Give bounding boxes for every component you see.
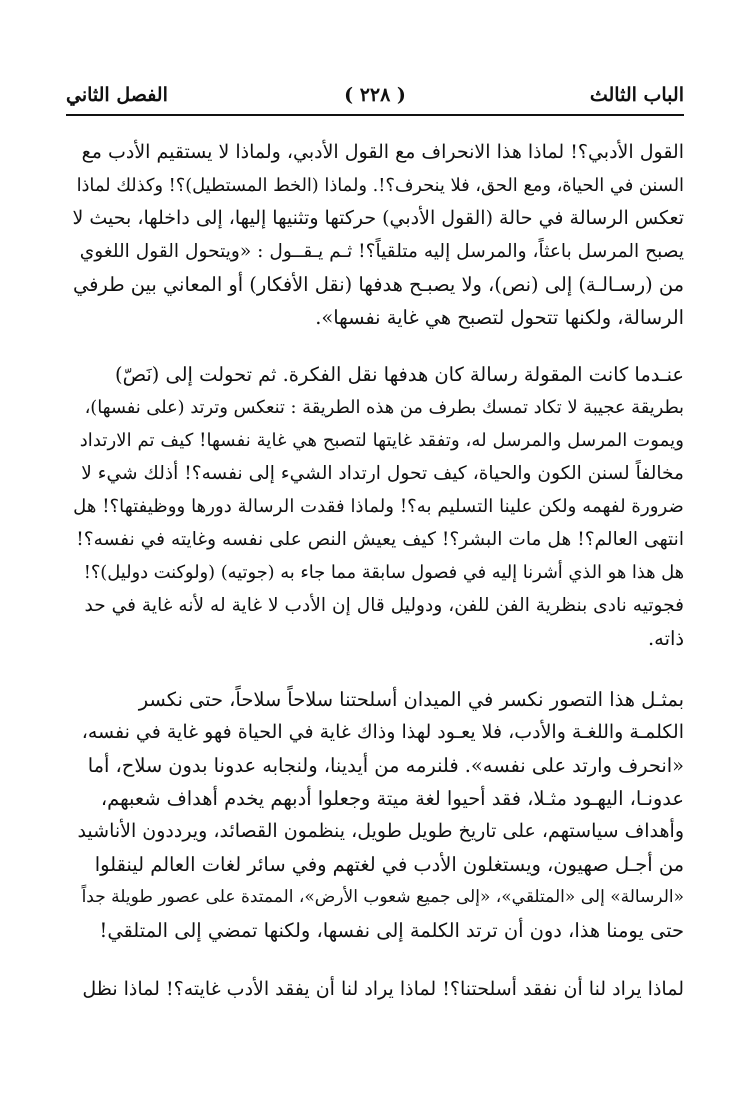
text-line: من أجـل صهيون، ويستغلون الأدب في لغتهم وفي سائر لغات العالم لينقلوا xyxy=(94,853,684,876)
text-line: حتى يومنا هذا، دون أن ترتد الكلمة إلى نفسها، ولكنها تمضي إلى المتلقي! xyxy=(99,919,684,942)
text-line: ضرورة لفهمه ولكن علينا التسليم به؟! ولماذا فقدت الرسالة دورها ووظيفتها؟! هل xyxy=(73,496,684,517)
text-line: هل هذا هو الذي أشرنا إليه في فصول سابقة مما جاء به (جوتيه) (ولوكنت دوليل)؟! xyxy=(83,562,684,583)
text-line: مخالفاً لسنن الكون والحياة، كيف تحول ارتداد الشيء إلى نفسه؟! أذلك شيء لا xyxy=(81,463,684,484)
chapter-title: الباب الثالث xyxy=(589,84,684,106)
paragraph-2 xyxy=(72,358,684,655)
section-title: الفصل الثاني xyxy=(66,84,168,106)
text-line: يصبح المرسل باعثاً، والمرسل إليه متلقياً؟! ثـم يـقــول : «ويتحول القول اللغوي xyxy=(79,241,684,262)
text-line: وأهداف سياستهم، على تاريخ طويل طويل، ينظمون القصائد، ويرددون الأناشيد xyxy=(77,820,684,842)
text-line: الكلمـة واللغـة والأدب، فلا يعـود لهذا وذاك غاية في الحياة فهو غاية في نفسه، xyxy=(81,721,684,743)
paragraph-4 xyxy=(72,973,684,1006)
text-line: ويموت المرسل والمرسل له، وتفقد غايتها لتصبح هي غاية نفسها! كيف تم الارتداد xyxy=(79,430,684,451)
paragraph-1 xyxy=(72,136,684,334)
text-line: عدونـا، اليهـود مثـلا، فقد أحيوا لغة ميتة وجعلوا أدبهم يخدم أهداف شعبهم، xyxy=(100,787,684,810)
text-line: بطريقة عجيبة لا تكاد تمسك بطرف من هذه الطريقة : تنعكس وترتد (على نفسها)، xyxy=(84,397,684,418)
text-line: ذاته. xyxy=(648,627,684,650)
text-line: الرسالة، ولكنها تتحول لتصبح هي غاية نفسها». xyxy=(315,306,684,329)
text-line: لماذا يراد لنا أن نفقد أسلحتنا؟! لماذا يراد لنا أن يفقد الأدب غايته؟! لماذا نظل xyxy=(82,978,684,1000)
text-line: «انحرف وارتد على نفسه». فلنرمه من أيدينا، ولنجابه عدونا بدون سلاح، أما xyxy=(87,754,684,777)
body-text xyxy=(72,136,684,1006)
header-rule xyxy=(66,114,684,116)
text-line: السنن في الحياة، ومع الحق، فلا ينحرف؟!. ولماذا (الخط المستطيل)؟! وكذلك لماذا xyxy=(76,175,684,196)
text-line: تعكس الرسالة في حالة (القول الأدبي) حركتها وتثنيها إليها، إلى داخلها، بحيث لا xyxy=(72,207,684,229)
text-line: بمثـل هذا التصور نكسر في الميدان أسلحتنا سلاحاً سلاحاً، حتى نكسر xyxy=(138,688,684,711)
text-line: القول الأدبي؟! لماذا هذا الانحراف مع القول الأدبي، ولماذا لا يستقيم الأدب مع xyxy=(81,141,684,163)
text-line: من (رسـالـة) إلى (نص)، ولا يصبـح هدفها (نقل الأفكار) أو المعاني بين طرفي xyxy=(73,273,684,296)
text-line: انتهى العالم؟! هل مات البشر؟! كيف يعيش النص على نفسه وغايته في نفسه؟! xyxy=(76,529,684,550)
text-line: «الرسالة» إلى «المتلقي»، «إلى جميع شعوب الأرض»، الممتدة على عصور طويلة جداً xyxy=(81,887,684,907)
page-header xyxy=(66,82,684,122)
paragraph-3 xyxy=(72,683,684,947)
text-line: عنـدما كانت المقولة رسالة كان هدفها نقل الفكرة. ثم تحولت إلى (نَصّ) xyxy=(115,363,684,386)
page-number: ( ٢٢٨ ) xyxy=(344,84,406,106)
text-line: فجوتيه نادى بنظرية الفن للفن، ودوليل قال إن الأدب لا غاية له لأنه غاية في حد xyxy=(84,595,684,616)
